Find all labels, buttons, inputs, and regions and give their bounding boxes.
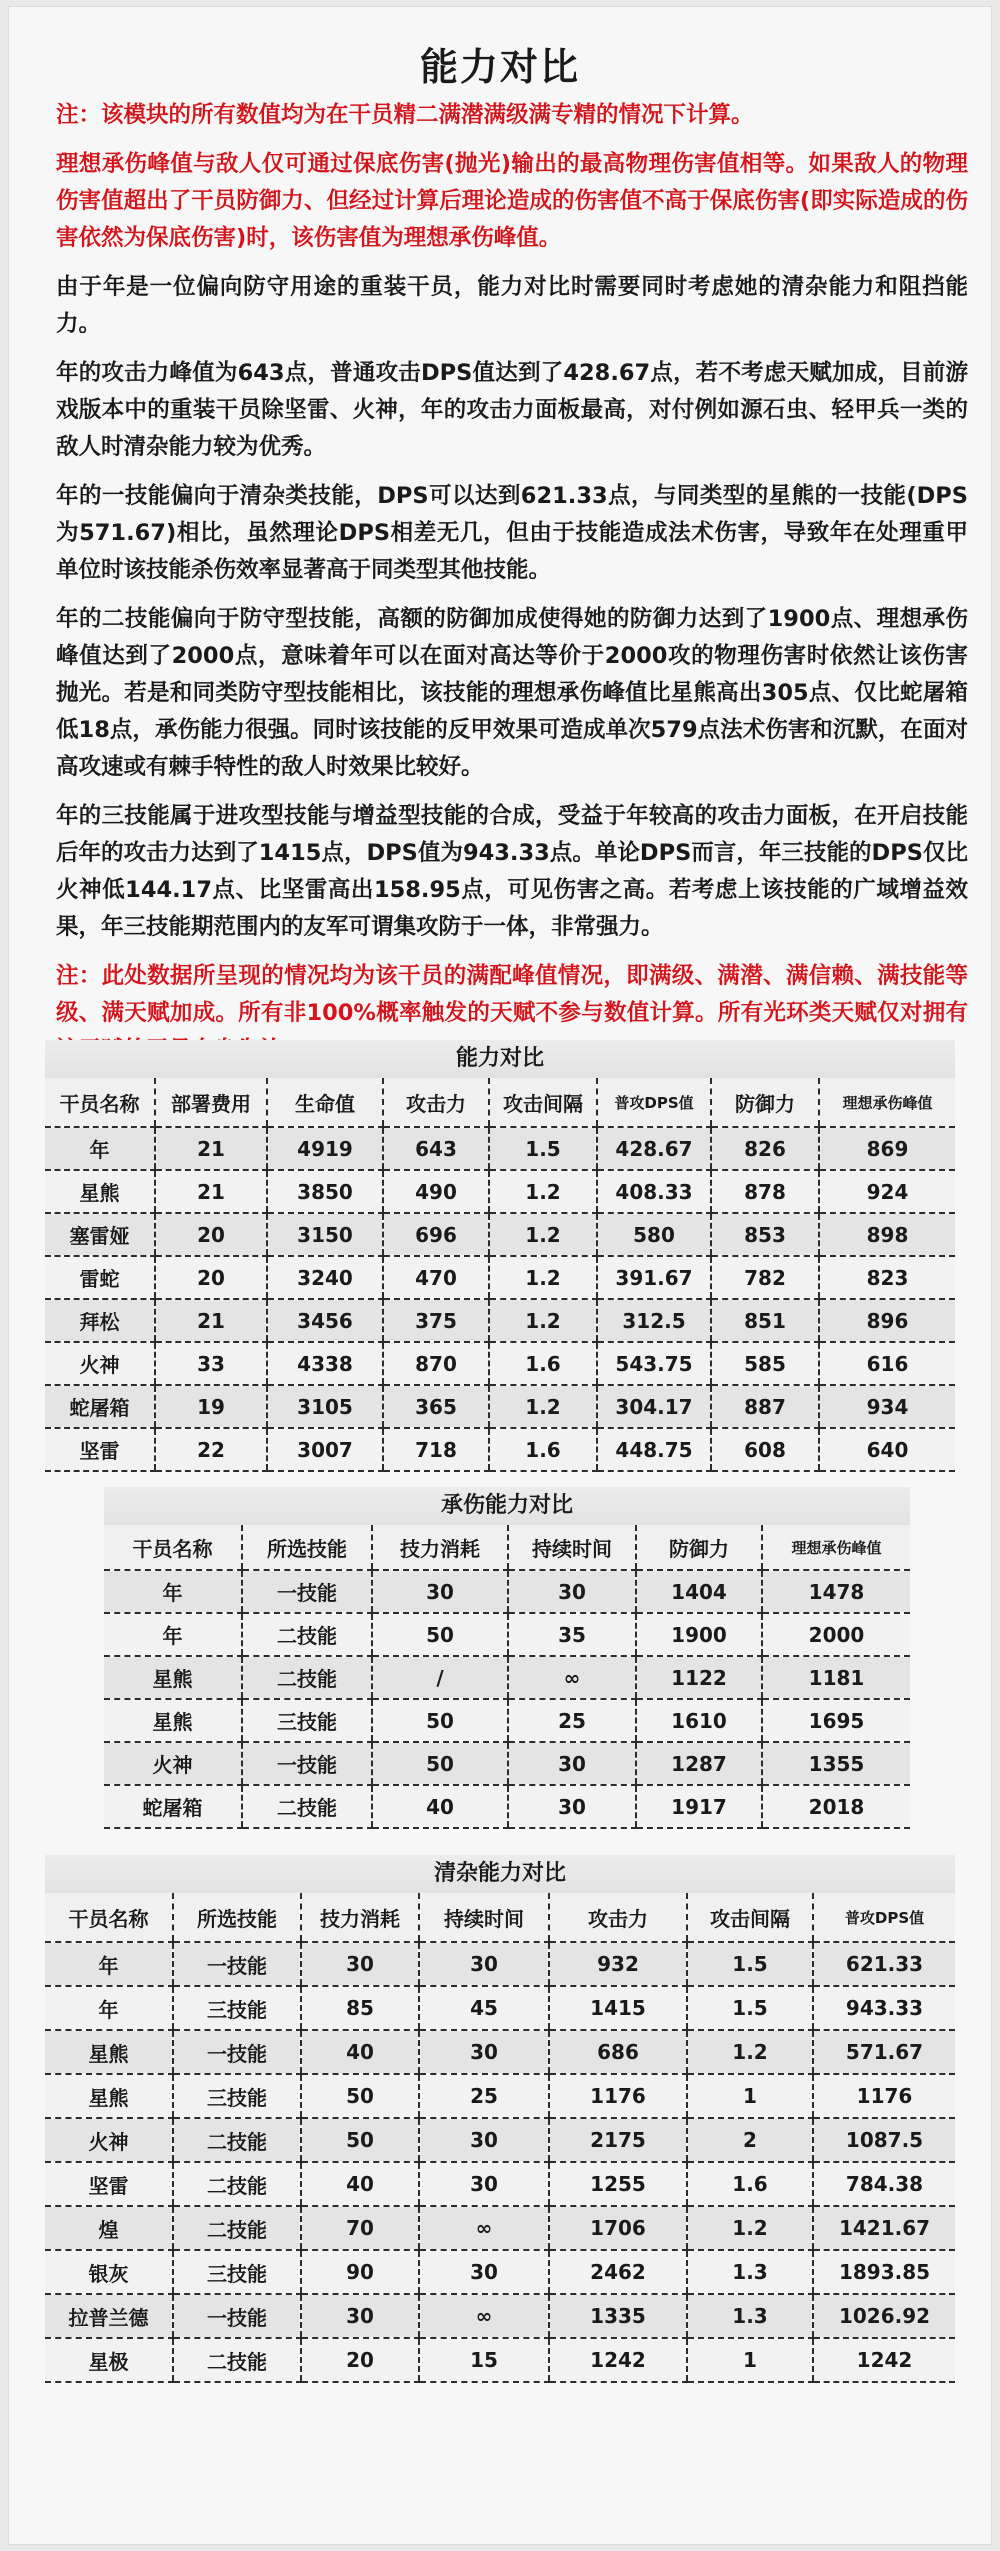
table-cell: 375 bbox=[383, 1299, 489, 1342]
table-cell: 932 bbox=[549, 1942, 687, 1986]
table-cell: 1242 bbox=[549, 2338, 687, 2382]
table-cell: 50 bbox=[301, 2118, 419, 2162]
table-cell: 408.33 bbox=[597, 1170, 711, 1213]
table-cell: 2000 bbox=[762, 1613, 910, 1656]
table-cell: 21 bbox=[155, 1299, 267, 1342]
table-cell: ∞ bbox=[508, 1656, 636, 1699]
table-cell: 1.2 bbox=[489, 1213, 597, 1256]
table-cell: 887 bbox=[711, 1385, 819, 1428]
table-cell: 二技能 bbox=[173, 2338, 301, 2382]
table-cell: 1695 bbox=[762, 1699, 910, 1742]
table-cell: 30 bbox=[508, 1742, 636, 1785]
table-cell: 30 bbox=[301, 2294, 419, 2338]
table-cell: 878 bbox=[711, 1170, 819, 1213]
table-cell: 1287 bbox=[636, 1742, 762, 1785]
table-row bbox=[104, 1570, 910, 1613]
table-cell: 30 bbox=[508, 1570, 636, 1613]
ability-table bbox=[45, 1040, 955, 1472]
column-header: 持续时间 bbox=[419, 1893, 549, 1942]
table-cell: 826 bbox=[711, 1127, 819, 1170]
table-cell: 一技能 bbox=[242, 1570, 372, 1613]
table-cell: 3456 bbox=[267, 1299, 383, 1342]
table-cell: 40 bbox=[301, 2162, 419, 2206]
table-row bbox=[104, 1699, 910, 1742]
table-cell: 1355 bbox=[762, 1742, 910, 1785]
page bbox=[8, 6, 992, 2545]
table-row bbox=[45, 1342, 955, 1385]
table-cell: 4338 bbox=[267, 1342, 383, 1385]
table-row bbox=[45, 1942, 955, 1986]
operator-name-cell: 蛇屠箱 bbox=[45, 1385, 155, 1428]
table-cell: 391.67 bbox=[597, 1256, 711, 1299]
table-cell: 20 bbox=[155, 1213, 267, 1256]
table-row bbox=[45, 1428, 955, 1471]
operator-name-cell: 年 bbox=[45, 1127, 155, 1170]
table-cell: 1.6 bbox=[489, 1342, 597, 1385]
table-cell: 二技能 bbox=[173, 2118, 301, 2162]
table-cell: 90 bbox=[301, 2250, 419, 2294]
column-header: 技力消耗 bbox=[372, 1525, 508, 1570]
operator-name-cell: 火神 bbox=[104, 1742, 242, 1785]
damage-table-title: 承伤能力对比 bbox=[104, 1487, 910, 1525]
table-cell: 30 bbox=[508, 1785, 636, 1828]
table-cell: 1.5 bbox=[687, 1942, 813, 1986]
table-cell: 580 bbox=[597, 1213, 711, 1256]
table-cell: 三技能 bbox=[173, 2074, 301, 2118]
table-cell: 870 bbox=[383, 1342, 489, 1385]
table-cell: 782 bbox=[711, 1256, 819, 1299]
table-cell: 2018 bbox=[762, 1785, 910, 1828]
ability-table-grid bbox=[45, 1078, 955, 1472]
table-cell: 二技能 bbox=[173, 2162, 301, 2206]
page-title: 能力对比 bbox=[419, 45, 580, 89]
table-cell: 1900 bbox=[636, 1613, 762, 1656]
operator-name-cell: 年 bbox=[45, 1942, 173, 1986]
operator-name-cell: 年 bbox=[45, 1986, 173, 2030]
note-paragraph: 注：此处数据所呈现的情况均为该干员的满配峰值情况，即满级、满潜、满信赖、满技能等级、满天赋加成。所有非100%概率触发的天赋不参与数值计算。所有光环类天赋仅对拥有 bbox=[56, 963, 968, 1026]
column-header: 干员名称 bbox=[45, 1893, 173, 1942]
table-cell: 40 bbox=[372, 1785, 508, 1828]
table-row bbox=[45, 2118, 955, 2162]
table-cell: 三技能 bbox=[173, 1986, 301, 2030]
operator-name-cell: 煌 bbox=[45, 2206, 173, 2250]
body-paragraph: 年的一技能偏向于清杂类技能，DPS可以达到621.33点，与同类型的星熊的一技能(DPS为571.67)相比，虽然理论DPS相差无几，但由于技能造成法术伤害，导致年在处理重甲单位时该技能杀伤效率显著高于同类型其他技能。 bbox=[56, 483, 968, 583]
operator-name-cell: 火神 bbox=[45, 1342, 155, 1385]
operator-name-cell: 星熊 bbox=[45, 1170, 155, 1213]
table-cell: 448.75 bbox=[597, 1428, 711, 1471]
table-cell: 924 bbox=[819, 1170, 955, 1213]
column-header: 攻击间隔 bbox=[489, 1078, 597, 1127]
table-row bbox=[45, 2162, 955, 2206]
damage-table-grid bbox=[104, 1525, 910, 1829]
table-row bbox=[45, 2030, 955, 2074]
table-cell: 869 bbox=[819, 1127, 955, 1170]
body-paragraph: 由于年是一位偏向防守用途的重装干员，能力对比时需要同时考虑她的清杂能力和阻挡能力。 bbox=[56, 274, 968, 337]
operator-name-cell: 拜松 bbox=[45, 1299, 155, 1342]
ability-table-title: 能力对比 bbox=[45, 1040, 955, 1078]
column-header: 普攻DPS值 bbox=[597, 1078, 711, 1127]
column-header: 攻击力 bbox=[383, 1078, 489, 1127]
table-cell: 640 bbox=[819, 1428, 955, 1471]
table-row bbox=[45, 2338, 955, 2382]
operator-name-cell: 坚雷 bbox=[45, 2162, 173, 2206]
table-row bbox=[45, 1385, 955, 1428]
table-cell: 1087.5 bbox=[813, 2118, 955, 2162]
operator-name-cell: 火神 bbox=[45, 2118, 173, 2162]
column-header: 防御力 bbox=[711, 1078, 819, 1127]
table-cell: 543.75 bbox=[597, 1342, 711, 1385]
table-cell: 30 bbox=[419, 1942, 549, 1986]
table-cell: 718 bbox=[383, 1428, 489, 1471]
table-cell: 1181 bbox=[762, 1656, 910, 1699]
operator-name-cell: 星熊 bbox=[104, 1699, 242, 1742]
table-cell: 1421.67 bbox=[813, 2206, 955, 2250]
table-cell: 2175 bbox=[549, 2118, 687, 2162]
table-cell: 1026.92 bbox=[813, 2294, 955, 2338]
table-cell: 1.6 bbox=[687, 2162, 813, 2206]
table-cell: 1335 bbox=[549, 2294, 687, 2338]
table-row bbox=[45, 1127, 955, 1170]
table-cell: 784.38 bbox=[813, 2162, 955, 2206]
intro-text bbox=[8, 97, 992, 1069]
table-cell: 一技能 bbox=[173, 2294, 301, 2338]
operator-name-cell: 坚雷 bbox=[45, 1428, 155, 1471]
table-cell: 428.67 bbox=[597, 1127, 711, 1170]
table-cell: 1.3 bbox=[687, 2250, 813, 2294]
table-cell: 1.2 bbox=[489, 1299, 597, 1342]
table-cell: 616 bbox=[819, 1342, 955, 1385]
table-row bbox=[45, 1256, 955, 1299]
column-header: 理想承伤峰值 bbox=[762, 1525, 910, 1570]
table-cell: 943.33 bbox=[813, 1986, 955, 2030]
table-cell: 35 bbox=[508, 1613, 636, 1656]
table-cell: 851 bbox=[711, 1299, 819, 1342]
table-cell: 3240 bbox=[267, 1256, 383, 1299]
table-cell: 21 bbox=[155, 1127, 267, 1170]
table-cell: 1893.85 bbox=[813, 2250, 955, 2294]
table-cell: 30 bbox=[419, 2030, 549, 2074]
operator-name-cell: 星熊 bbox=[104, 1656, 242, 1699]
table-cell: 470 bbox=[383, 1256, 489, 1299]
table-cell: 1 bbox=[687, 2074, 813, 2118]
table-row bbox=[45, 2074, 955, 2118]
table-cell: 30 bbox=[419, 2118, 549, 2162]
table-cell: 1917 bbox=[636, 1785, 762, 1828]
table-cell: 30 bbox=[419, 2162, 549, 2206]
table-cell: 85 bbox=[301, 1986, 419, 2030]
table-cell: 45 bbox=[419, 1986, 549, 2030]
table-cell: 696 bbox=[383, 1213, 489, 1256]
table-cell: 一技能 bbox=[173, 2030, 301, 2074]
table-cell: 二技能 bbox=[242, 1785, 372, 1828]
table-cell: 50 bbox=[372, 1699, 508, 1742]
column-header: 攻击间隔 bbox=[687, 1893, 813, 1942]
table-row bbox=[104, 1613, 910, 1656]
operator-name-cell: 蛇屠箱 bbox=[104, 1785, 242, 1828]
ability-table-header-row bbox=[45, 1078, 955, 1127]
column-header: 防御力 bbox=[636, 1525, 762, 1570]
column-header: 生命值 bbox=[267, 1078, 383, 1127]
table-cell: 1.2 bbox=[687, 2206, 813, 2250]
table-cell: 608 bbox=[711, 1428, 819, 1471]
operator-name-cell: 星熊 bbox=[45, 2074, 173, 2118]
table-cell: 934 bbox=[819, 1385, 955, 1428]
column-header: 普攻DPS值 bbox=[813, 1893, 955, 1942]
table-cell: 3150 bbox=[267, 1213, 383, 1256]
table-cell: 二技能 bbox=[242, 1613, 372, 1656]
body-paragraph: 年的攻击力峰值为643点，普通攻击DPS值达到了428.67点，若不考虑天赋加成，目前游戏版本中的重装干员除坚雷、火神，年的攻击力面板最高，对付例如源石虫、轻甲兵一类的敌人时清杂能力较为优秀。 bbox=[56, 360, 968, 460]
table-cell: 571.67 bbox=[813, 2030, 955, 2074]
damage-table-header-row bbox=[104, 1525, 910, 1570]
table-cell: 3105 bbox=[267, 1385, 383, 1428]
column-header: 干员名称 bbox=[45, 1078, 155, 1127]
table-row bbox=[45, 1299, 955, 1342]
operator-name-cell: 星极 bbox=[45, 2338, 173, 2382]
operator-name-cell: 拉普兰德 bbox=[45, 2294, 173, 2338]
table-cell: 1.2 bbox=[489, 1385, 597, 1428]
operator-name-cell: 年 bbox=[104, 1570, 242, 1613]
table-cell: 三技能 bbox=[242, 1699, 372, 1742]
table-cell: 25 bbox=[419, 2074, 549, 2118]
table-cell: 一技能 bbox=[242, 1742, 372, 1785]
table-cell: 33 bbox=[155, 1342, 267, 1385]
clearing-table-title: 清杂能力对比 bbox=[45, 1855, 955, 1893]
column-header: 干员名称 bbox=[104, 1525, 242, 1570]
table-cell: 50 bbox=[301, 2074, 419, 2118]
damage-table bbox=[104, 1487, 910, 1829]
table-cell: ∞ bbox=[419, 2206, 549, 2250]
table-cell: 1415 bbox=[549, 1986, 687, 2030]
table-cell: 2 bbox=[687, 2118, 813, 2162]
table-cell: 823 bbox=[819, 1256, 955, 1299]
table-cell: 25 bbox=[508, 1699, 636, 1742]
table-cell: 15 bbox=[419, 2338, 549, 2382]
table-cell: 643 bbox=[383, 1127, 489, 1170]
table-cell: 50 bbox=[372, 1742, 508, 1785]
column-header: 理想承伤峰值 bbox=[819, 1078, 955, 1127]
table-cell: 4919 bbox=[267, 1127, 383, 1170]
table-cell: 621.33 bbox=[813, 1942, 955, 1986]
table-row bbox=[45, 2206, 955, 2250]
table-cell: 898 bbox=[819, 1213, 955, 1256]
note-paragraph: 理想承伤峰值与敌人仅可通过保底伤害(抛光)输出的最高物理伤害值相等。如果敌人的物理伤害值超出了干员防御力、但经过计算后理论造成的伤害值不高于保底伤害(即实际造成的伤害依然为保底伤害)时，该伤害值为理想承伤峰值。 bbox=[56, 151, 968, 251]
table-cell: 19 bbox=[155, 1385, 267, 1428]
table-cell: 2462 bbox=[549, 2250, 687, 2294]
operator-name-cell: 银灰 bbox=[45, 2250, 173, 2294]
table-cell: 1.2 bbox=[687, 2030, 813, 2074]
table-cell: 70 bbox=[301, 2206, 419, 2250]
table-cell: 1242 bbox=[813, 2338, 955, 2382]
table-cell: 1478 bbox=[762, 1570, 910, 1613]
operator-name-cell: 年 bbox=[104, 1613, 242, 1656]
table-cell: 585 bbox=[711, 1342, 819, 1385]
table-cell: 1610 bbox=[636, 1699, 762, 1742]
clearing-table bbox=[45, 1855, 955, 2383]
table-cell: 3007 bbox=[267, 1428, 383, 1471]
body-paragraph: 年的二技能偏向于防守型技能，高额的防御加成使得她的防御力达到了1900点、理想承伤峰值达到了2000点，意味着年可以在面对高达等价于2000攻的物理伤害时依然让该伤害抛光。若是和同类防守型技能相比，该技能的理想承伤峰值比星熊高出305点、仅比蛇屠箱低18点，承伤能力很强。同时该技能的反甲效果可造成单次579点法术伤害和沉默，在面对高攻速或有棘手特性的敌人时效果比较好。 bbox=[56, 606, 968, 780]
table-cell: 312.5 bbox=[597, 1299, 711, 1342]
table-cell: 1176 bbox=[813, 2074, 955, 2118]
table-row bbox=[104, 1785, 910, 1828]
table-cell: / bbox=[372, 1656, 508, 1699]
column-header: 持续时间 bbox=[508, 1525, 636, 1570]
table-cell: 三技能 bbox=[173, 2250, 301, 2294]
operator-name-cell: 雷蛇 bbox=[45, 1256, 155, 1299]
table-cell: 1.5 bbox=[489, 1127, 597, 1170]
table-cell: 1706 bbox=[549, 2206, 687, 2250]
table-row bbox=[45, 1170, 955, 1213]
column-header: 部署费用 bbox=[155, 1078, 267, 1127]
clearing-table-header-row bbox=[45, 1893, 955, 1942]
table-cell: ∞ bbox=[419, 2294, 549, 2338]
clearing-table-grid bbox=[45, 1893, 955, 2383]
table-cell: 50 bbox=[372, 1613, 508, 1656]
table-cell: 896 bbox=[819, 1299, 955, 1342]
operator-name-cell: 星熊 bbox=[45, 2030, 173, 2074]
note-paragraph: 注：该模块的所有数值均为在干员精二满潜满级满专精的情况下计算。 bbox=[56, 102, 754, 128]
table-cell: 20 bbox=[301, 2338, 419, 2382]
table-cell: 一技能 bbox=[173, 1942, 301, 1986]
table-cell: 30 bbox=[301, 1942, 419, 1986]
table-cell: 1404 bbox=[636, 1570, 762, 1613]
tables-section bbox=[8, 1040, 992, 2383]
table-cell: 853 bbox=[711, 1213, 819, 1256]
table-cell: 1.2 bbox=[489, 1170, 597, 1213]
table-row bbox=[45, 1213, 955, 1256]
table-cell: 1.5 bbox=[687, 1986, 813, 2030]
table-cell: 365 bbox=[383, 1385, 489, 1428]
table-cell: 22 bbox=[155, 1428, 267, 1471]
column-header: 技力消耗 bbox=[301, 1893, 419, 1942]
table-cell: 20 bbox=[155, 1256, 267, 1299]
table-row bbox=[104, 1742, 910, 1785]
table-cell: 1255 bbox=[549, 2162, 687, 2206]
operator-name-cell: 塞雷娅 bbox=[45, 1213, 155, 1256]
table-cell: 1.2 bbox=[489, 1256, 597, 1299]
table-cell: 21 bbox=[155, 1170, 267, 1213]
column-header: 攻击力 bbox=[549, 1893, 687, 1942]
table-cell: 686 bbox=[549, 2030, 687, 2074]
table-cell: 304.17 bbox=[597, 1385, 711, 1428]
table-cell: 1.3 bbox=[687, 2294, 813, 2338]
table-cell: 30 bbox=[372, 1570, 508, 1613]
table-cell: 1 bbox=[687, 2338, 813, 2382]
table-cell: 40 bbox=[301, 2030, 419, 2074]
table-cell: 1.6 bbox=[489, 1428, 597, 1471]
table-row bbox=[45, 2250, 955, 2294]
table-cell: 二技能 bbox=[173, 2206, 301, 2250]
column-header: 所选技能 bbox=[173, 1893, 301, 1942]
table-cell: 490 bbox=[383, 1170, 489, 1213]
table-row bbox=[45, 2294, 955, 2338]
table-cell: 30 bbox=[419, 2250, 549, 2294]
body-paragraph: 年的三技能属于进攻型技能与增益型技能的合成，受益于年较高的攻击力面板，在开启技能后年的攻击力达到了1415点，DPS值为943.33点。单论DPS而言，年三技能的DPS仅比火神低144.17点、比坚雷高出158.95点，可见伤害之高。若考虑上该技能的广域增益效果，年三技能期范围内的友军可谓集攻防于一体，非常强力。 bbox=[56, 803, 968, 940]
table-cell: 1122 bbox=[636, 1656, 762, 1699]
table-cell: 二技能 bbox=[242, 1656, 372, 1699]
table-cell: 1176 bbox=[549, 2074, 687, 2118]
table-row bbox=[104, 1656, 910, 1699]
column-header: 所选技能 bbox=[242, 1525, 372, 1570]
table-cell: 3850 bbox=[267, 1170, 383, 1213]
table-row bbox=[45, 1986, 955, 2030]
